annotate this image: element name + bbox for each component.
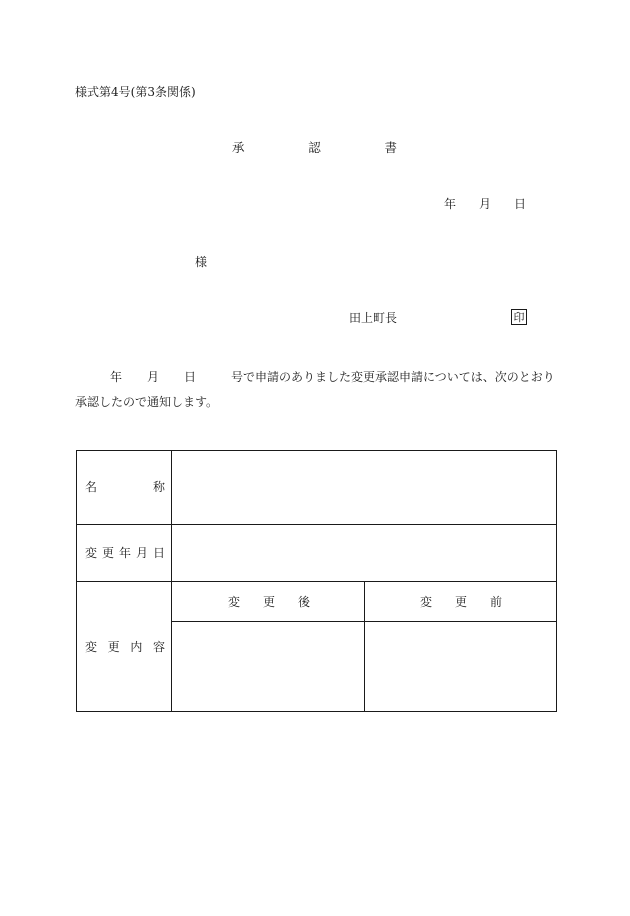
body-text: 号で申請のありました変更承認申請については、次のとおり <box>231 370 555 384</box>
row-divider <box>77 581 556 582</box>
title-char: 認 <box>308 140 321 155</box>
body-text-line-1 <box>110 371 555 383</box>
change-content-label: 変 更 内 容 <box>85 640 165 654</box>
month-label: 月 <box>478 197 491 211</box>
body-year: 年 <box>110 370 123 384</box>
year-label: 年 <box>444 197 457 211</box>
form-number: 様式第4号(第3条関係) <box>75 85 196 99</box>
issuer-name: 田上町長 <box>349 311 398 325</box>
after-change-header: 変 更 後 <box>228 595 310 609</box>
name-field[interactable] <box>172 451 556 524</box>
change-date-field[interactable] <box>172 525 556 581</box>
seal-stamp: 印 <box>511 309 527 325</box>
before-change-field[interactable] <box>365 622 556 711</box>
body-text-line-2: 承認したので通知します。 <box>75 395 219 409</box>
addressee-suffix: 様 <box>195 255 208 269</box>
title-char: 承 <box>232 140 245 155</box>
after-change-field[interactable] <box>172 622 364 711</box>
name-label: 名 称 <box>85 480 165 494</box>
change-date-label: 変 更 年 月 日 <box>85 546 165 560</box>
before-change-header: 変 更 前 <box>420 595 502 609</box>
body-day: 日 <box>184 370 197 384</box>
day-label: 日 <box>513 197 526 211</box>
body-month: 月 <box>147 370 160 384</box>
document-title <box>232 142 397 155</box>
title-char: 書 <box>384 140 397 155</box>
approval-table <box>76 450 557 712</box>
issue-date <box>444 198 526 210</box>
